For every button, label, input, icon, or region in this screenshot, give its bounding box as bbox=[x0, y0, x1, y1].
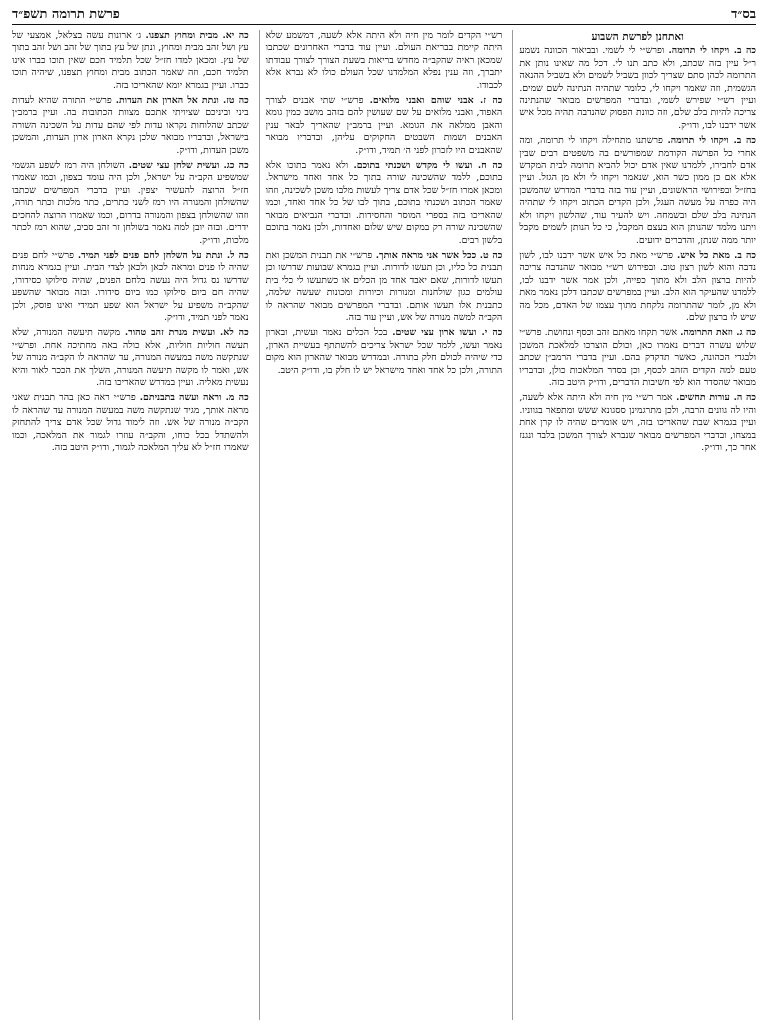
verse-heading: כה ה. עורות תחשים. bbox=[676, 392, 756, 404]
verse-heading: כה ז. אבני שוהם ואבני מלואים. bbox=[369, 95, 503, 107]
paragraph-text: ולא נאמר בתוכו אלא בתוכם, ללמד שהשכינה שורה בתוך כל אחד ואחד מישראל. ומכאן אמרו חז״ל שכל אדם צריך לעשות מלבו משכן לשכינה, וזהו שאמר הכתוב ושכנתי בתוכם, בתוך לבו של כל אחד ואחד, וכמו שהאריכו בזה בספרי המוסר והחסידות. ובדברי הנביאים מבואר שהשכינה שורה רק במקום שיש שלום ואחדות, ולכן נאמר בתוכם בלשון רבים. bbox=[265, 160, 503, 246]
paragraph-text: פרש״י התורה שהיא לעדות ביני וביניכם שציויתי אתכם מצוות הכתובות בה. ועיין ברמב״ן שכתב שהלוחות נקראו עדות לפי שהם עדות על השכינה השורה בישראל, ובדבריו מבואר שלכן נקרא הארון ארון העדות, והמשכן משכן העדות, ודו״ק. bbox=[11, 95, 249, 156]
verse-heading: כה ב. ויקחו לי תרומה. bbox=[668, 45, 756, 57]
commentary-paragraph bbox=[12, 30, 249, 92]
commentary-paragraph bbox=[519, 45, 756, 132]
paragraph-text: ופרש״י לי לשמי. ובביאור הכוונה נשמע ר״ל עיין בזה שכתב, ולא כתב תנו לי. דכל מה שאינו נותן את התרומה לכהן סתם שצריך לכוון בשביל לשמים ולא בשביל ההנאה הגשמית, וזה שאמר ויקחו לי, כלומר שתהיה הנתינה לשם שמים. ועיין רש״י שפירש לשמי, ובדברי המפרשים מבואר שהנתינה צריכה להיות בלב שלם, וזה כוונת הפסוק שהנדבה תהיה מכל איש אשר ידבנו לבו, ודו״ק. bbox=[519, 45, 756, 131]
text-column-2 bbox=[259, 30, 503, 1020]
text-column-3 bbox=[12, 30, 249, 1020]
paragraph-text: ג׳ ארונות עשה בצלאל, אמצעי של עץ ושל זהב מבית ומחוץ, ונתן של עץ בתוך של זהב ושל זהב בתוך של עץ. ומכאן למדו חז״ל שכל תלמיד חכם שאין תוכו כברו אינו תלמיד חכם, וזה שאמר הכתוב מבית ומחוץ תצפנו, שיהיה תוכו כברו. ועיין בגמרא יומא שהאריכו בזה. bbox=[11, 30, 249, 91]
paragraph-text: השולחן היה רמז לשפע הגשמי שמשפיע הקב״ה על ישראל, ולכן היה עומד בצפון, וכמו שאמרו חז״ל הרוצה להעשיר יצפין. ועיין בדברי המפרשים שכתבו שהשולחן והמנורה היו רמז לשני כתרים, כתר מלכות וכתר תורה, וזהו שהשולחן בצפון והמנורה בדרום, וכמו שאמרו הרוצה להחכים ידרים. ובזה יובן למה נאמר בשולחן זר זהב סביב, שהוא רמז לכתר מלכות, ודו״ק. bbox=[11, 160, 249, 246]
paragraph-text: פרש״י ראה כאן בהר תבנית שאני מראה אותך, מגיד שנתקשה משה במעשה המנורה עד שהראה לו הקב״ה מנורה של אש. וזה לימוד גדול שכל אדם צריך להתחזק ולהשתדל בכל כוחו, והקב״ה עוזרו לגמור את המלאכה, וכמו שאמרו חז״ל לא עליך המלאכה לגמור, ודו״ק היטב בזה. bbox=[11, 392, 249, 453]
header-right: בס״ד bbox=[731, 7, 756, 22]
text-columns bbox=[12, 30, 756, 1020]
paragraph-text: פרש״י לחם פנים שהיה לו פנים ומראה לכאן ולכאן לצדי הבית. ועיין בגמרא מנחות שדרשו נס גדול היה נעשה בלחם הפנים, שהיה סילוקו כסידורו, שהיה חם ביום סילוקו כמו ביום סידורו. ובזה מבואר שהשפע שהקב״ה משפיע על ישראל הוא שפע תמידי ואינו פוסק, ולכן נאמר לפני תמיד, ודו״ק. bbox=[11, 249, 249, 323]
verse-heading: כה י. ועשו ארון עצי שטים. bbox=[392, 327, 503, 339]
verse-heading: כה טז. ונתת אל הארון את העדות. bbox=[115, 95, 249, 107]
commentary-paragraph bbox=[519, 135, 756, 247]
commentary-paragraph bbox=[266, 95, 503, 157]
column-title: ואתחנן לפרשת השבוע bbox=[591, 31, 684, 43]
paragraph-text: פרש״י את תבנית המשכן ואת תבנית כל כליו, וכן תעשו לדורות. ועיין בגמרא שבועות שדרשו וכן תעשו לדורות, שאם יאבד אחד מן הכלים או כשתעשו לי כלי בית עולמים כגון שולחנות ומנורות וכיורות ומכונות שעשה שלמה, כתבנית אלו תעשו אותם. ובדברי המפרשים מבואר שהראה לו הקב״ה למשה מנורה של אש, ועיין עוד בזה. bbox=[265, 249, 503, 323]
text-column-1 bbox=[512, 30, 756, 1020]
verse-heading: כה ב. מאת כל איש. bbox=[676, 249, 756, 261]
verse-heading: כה ט. ככל אשר אני מראה אותך. bbox=[375, 249, 503, 261]
paragraph-text: רש״י הקדים לומר מין חיה ולא היתה אלא לשעה, דמשמע שלא היתה קיימת בבריאת העולם. ועיין עוד בדברי האחרונים שכתבו שמכאן ראיה שהקב״ה מחדש בריאות בשעת הצורך לצורך עבודתו יתברך, וזה ענין נפלא המלמדנו שכל העולם כולו לא נברא אלא לכבודו. bbox=[265, 30, 503, 91]
verse-heading: כה ב. ויקחו לי תרומה. bbox=[667, 135, 756, 147]
verse-heading: כה לא. ועשית מנרת זהב טהור. bbox=[124, 327, 249, 339]
verse-heading: כה ל. ונתת על השלחן לחם פנים לפני תמיד. bbox=[77, 249, 249, 261]
verse-heading: כה כג. ועשית שלחן עצי שטים. bbox=[128, 160, 249, 172]
verse-heading: כה יא. מבית ומחוץ תצפנו. bbox=[145, 30, 249, 41]
page-header bbox=[12, 6, 756, 25]
paragraph-text: פרש״י מאת כל איש אשר ידבנו לבו, לשון נדבה והוא לשון רצון טוב. ובפירוש רש״י מבואר שהנדבה צריכה להיות ברצון הלב ולא מתוך כפייה, ולכן אמר אשר ידבנו לבו, ללמדנו שהעיקר הוא הלב. ועיין במפרשים שכתבו דלכן נאמר מאת ולא מן, לומר שהתרומה נלקחת מתוך עצמו של האדם, מכל מה שיש לו ברצון שלם. bbox=[519, 249, 756, 323]
commentary-paragraph bbox=[12, 160, 249, 247]
header-left: פרשת תרומה תשפ״ד bbox=[12, 7, 120, 22]
paragraph-text: פרש״י שתי אבנים לצורך האפוד, ואבני מלואים על שם שעושין להם בזהב מושב כמין גומא והאבן ממלאה את הגומא. ועיין ברמב״ן שהאריך לבאר ענין האבנים ושמות השבטים החקוקים עליהן, ובדבריו מבואר שהאבנים היו לזכרון לפני ה׳ תמיד, ודו״ק. bbox=[265, 95, 503, 156]
commentary-paragraph bbox=[266, 250, 503, 324]
commentary-paragraph bbox=[519, 392, 756, 454]
commentary-paragraph bbox=[12, 327, 249, 389]
commentary-paragraph bbox=[519, 327, 756, 389]
commentary-paragraph bbox=[266, 160, 503, 247]
commentary-paragraph bbox=[12, 250, 249, 324]
commentary-paragraph bbox=[12, 95, 249, 157]
verse-heading: כה ג. וזאת התרומה. bbox=[680, 327, 756, 339]
paragraph-text: פרשתנו מתחילה ויקחו לי תרומה, ומה אחרי כל הפרשה הקודמת שמפורשים בה משפטים רבים שבין אדם לחבירו, ללמדנו שאין אדם יכול להביא תרומה לבית המקדש אלא אם כן ממון כשר הוא, שנאמר ויקחו לי ולא מן הגזל. ועיין בחז״ל ובפירושי הראשונים, ועיין עוד בזה בדברי המדרש שהמשכן היה כפרה על מעשה העגל, ולכן הקדים הכתוב ויקחו לי שתהיה הנתינה בלב שלם ובשמחה. ויש להעיר עוד, שהלשון ויקחו ולא ויתנו מלמד שהנותן הוא בעצם המקבל, כי כל הנותן לשמים מקבל יותר ממה שנתן, והדברים ידועים. bbox=[519, 135, 756, 246]
commentary-paragraph bbox=[12, 392, 249, 454]
commentary-paragraph bbox=[266, 327, 503, 377]
paragraph-text: בכל הכלים נאמר ועשית, ובארון נאמר ועשו, ללמד שכל ישראל צריכים להשתתף בעשיית הארון, כדי שיהיה לכולם חלק בתורה. ובמדרש מבואר שהארון הוא מקום התורה, ולכן כל אחד ואחד מישראל יש לו חלק בו, ודו״ק היטב. bbox=[265, 327, 503, 376]
verse-heading: כה מ. וראה ועשה בתבניתם. bbox=[139, 392, 249, 404]
commentary-paragraph bbox=[519, 250, 756, 324]
paragraph-text: אמר רש״י מין חיה ולא היתה אלא לשעה, והיו לה גוונים הרבה, ולכן מתרגמינן ססגונא ששש ומתפאר בגווניו. ועיין בגמרא שבת שהאריכו בזה, ויש אומרים שהיה לו קרן אחת במצחו, ובדברי המפרשים מבואר שנברא לצורך המשכן בלבד ונגנז אחר כך, ודו״ק. bbox=[519, 392, 756, 453]
paragraph-text: אשר תקחו מאתם זהב וכסף ונחושת. פרש״י שלוש עשרה דברים נאמרו כאן, וכולם הוצרכו למלאכת המשכן ולבגדי הכהונה, כאשר תדקדק בהם. ועיין בדברי הרמב״ן שכתב טעם למה הקדים הזהב לכסף, וכן בסדר המלאכות כולן, ובדבריו מבואר שהסדר הוא לפי חשיבות הדברים, ודו״ק היטב בזה. bbox=[519, 327, 756, 388]
verse-heading: כה ח. ועשו לי מקדש ושכנתי בתוכם. bbox=[353, 160, 503, 172]
commentary-paragraph bbox=[266, 30, 503, 92]
paragraph-text: מקשה תיעשה המנורה, שלא תעשה חוליות חוליות, אלא כולה באה מחתיכה אחת. ופרש״י שנתקשה משה במעשה המנורה, עד שהראה לו הקב״ה מנורה של אש, ואמר לו מקשה תיעשה המנורה, השלך את הככר לאור והיא נעשית מאליה. ועיין במדרש שהאריכו בזה. bbox=[11, 327, 249, 388]
